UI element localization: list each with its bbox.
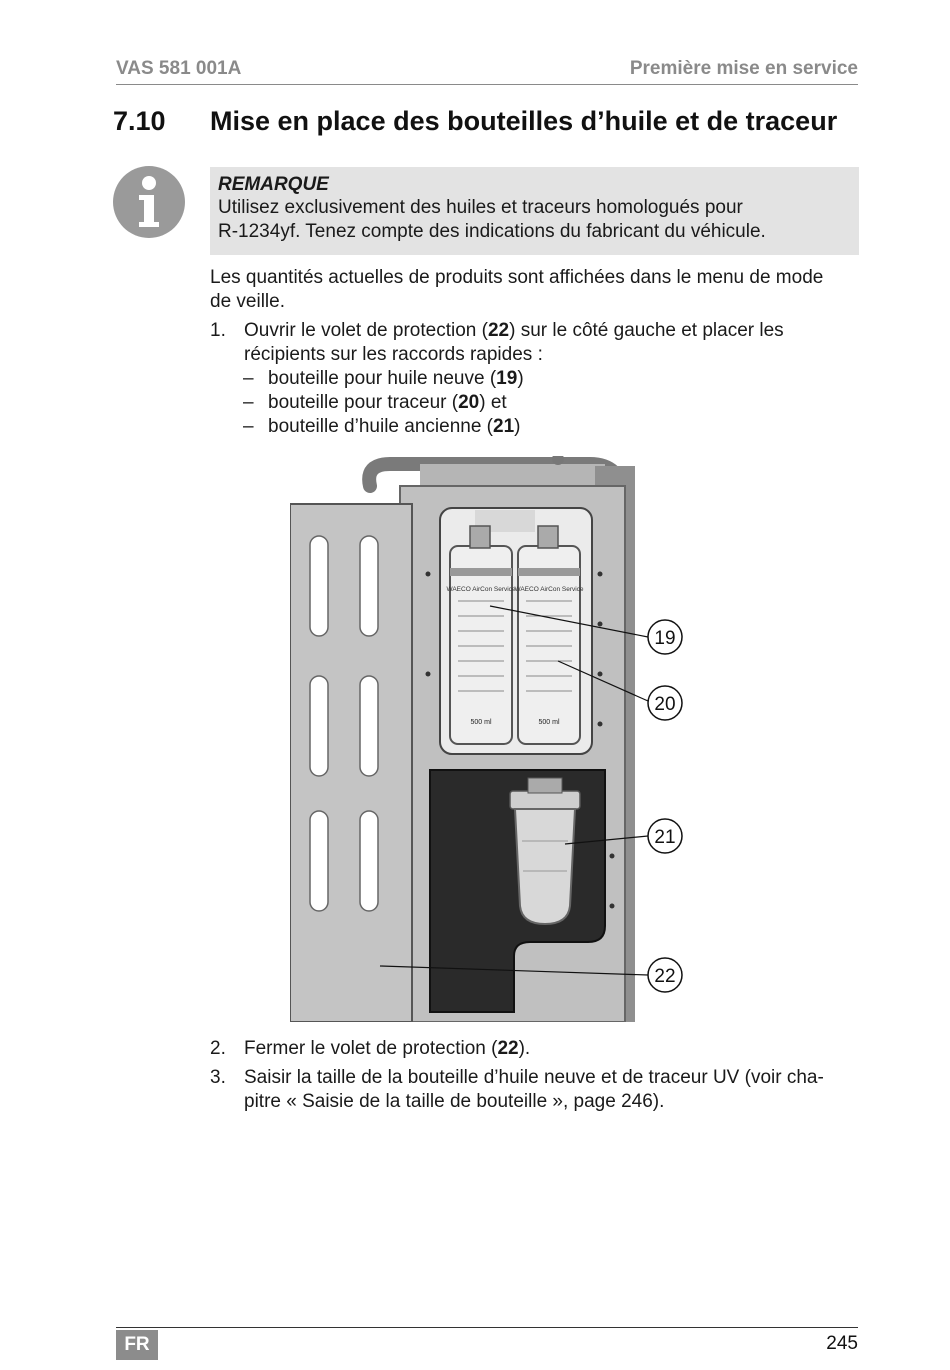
step-2-text: Fermer le volet de protection (22).: [244, 1038, 531, 1059]
header-divider: [116, 84, 858, 85]
intro-paragraph: [210, 266, 862, 314]
step-1: [210, 319, 862, 367]
footer-divider: [116, 1327, 858, 1328]
header-doc-id: VAS 581 001A: [116, 58, 242, 79]
step-3-number: 3.: [210, 1067, 226, 1088]
step-3: [210, 1066, 862, 1114]
sub-item-20: – bouteille pour traceur (20) et: [243, 392, 507, 413]
callout-20: 20: [654, 694, 676, 715]
intro-line-1: Les quantités actuelles de produits sont affichées dans le menu de mode: [210, 267, 824, 288]
callout-21: 21: [654, 827, 676, 848]
sub-item-19: – bouteille pour huile neuve (19): [243, 368, 524, 389]
step-1-line-1: Ouvrir le volet de protection (22) sur le côté gauche et placer les: [244, 320, 784, 341]
language-badge: FR: [116, 1330, 158, 1360]
header-chapter: Première mise en service: [629, 58, 858, 79]
section-title: Mise en place des bouteilles d’huile et de traceur: [210, 106, 838, 136]
protection-flap: [290, 504, 412, 1022]
section-number: 7.10: [113, 106, 166, 136]
step-3-line-1: Saisir la taille de la bouteille d’huile neuve et de traceur UV (voir cha-: [244, 1067, 824, 1088]
callout-19: 19: [654, 628, 676, 649]
callout-22: 22: [654, 966, 676, 987]
bottle-left-brand: WAECO AirCon Service: [446, 586, 516, 593]
intro-line-2: de veille.: [210, 291, 285, 312]
waste-bottle-cap: [510, 791, 580, 809]
step-3-line-2: pitre « Saisie de la taille de bouteille », page 246).: [244, 1091, 665, 1112]
step-2-number: 2.: [210, 1038, 226, 1059]
bottle-right-volume: 500 ml: [538, 719, 560, 726]
machine-illustration: [290, 456, 690, 1022]
bottle-waste-oil: [515, 809, 575, 924]
note-line-2: R-1234yf. Tenez compte des indications du fabricant du véhicule.: [218, 221, 766, 242]
info-icon: [113, 166, 185, 238]
page-number: 245: [826, 1333, 858, 1354]
note-title: REMARQUE: [218, 174, 329, 195]
bottle-right-brand: WAECO AirCon Service: [514, 586, 584, 593]
note-line-1: Utilisez exclusivement des huiles et traceurs homologués pour: [218, 197, 743, 218]
step-2: [210, 1037, 862, 1061]
step-1-line-2: récipients sur les raccords rapides :: [244, 344, 543, 365]
step-1-number: 1.: [210, 320, 226, 341]
bottle-left-volume: 500 ml: [470, 719, 492, 726]
sub-item-21: – bouteille d’huile ancienne (21): [243, 416, 521, 437]
note-box: [210, 167, 859, 255]
